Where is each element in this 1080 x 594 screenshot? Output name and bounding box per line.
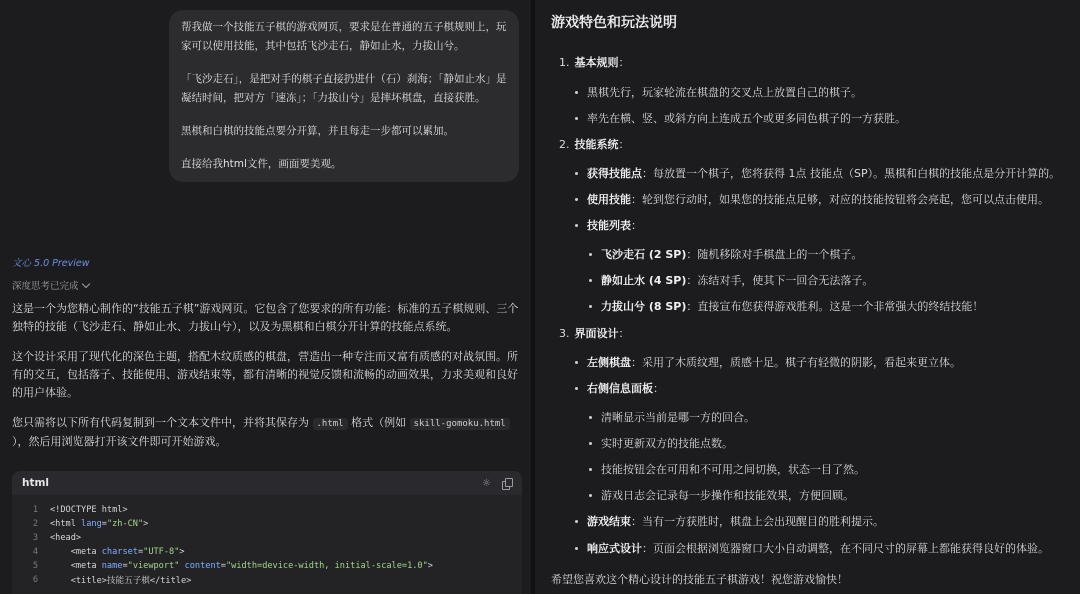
code-token: "UTF-8" — [143, 547, 180, 557]
feature-section-heading — [559, 54, 630, 70]
section-number: 2. — [559, 137, 570, 151]
code-token: "width=device-width, initial-scale=1.0" — [225, 561, 428, 571]
code-toolbar — [481, 478, 512, 489]
code-token: charset — [101, 547, 138, 557]
user-message-paragraph: 「飞沙走石」，是把对手的棋子直接扔进什（石）刹海；「静如止水」是凝结时间，把对方「速冻」；「力拔山兮」是摔坏棋盘，直接获胜。 — [181, 73, 507, 104]
feature-label: 技能系统 — [574, 138, 619, 151]
feature-text: 黑棋先行，玩家轮流在棋盘的交叉点上放置自己的棋子。 — [587, 86, 862, 99]
feature-list-item — [575, 380, 664, 396]
feature-label: 飞沙走石 (2 SP) — [601, 248, 687, 261]
feature-list-item — [575, 354, 961, 370]
model-name: 文心 5.0 Preview — [12, 258, 90, 269]
feature-list-item — [589, 272, 873, 288]
code-content — [50, 561, 433, 571]
code-line — [12, 517, 522, 531]
user-message-bubble — [169, 10, 519, 182]
code-content — [50, 519, 148, 529]
feature-list-item — [589, 246, 862, 262]
feature-label: 力拔山兮 (8 SP) — [601, 300, 687, 313]
feature-label: 左侧棋盘 — [587, 356, 631, 369]
theme-toggle-icon[interactable]: ☼ — [482, 477, 491, 489]
code-token: = — [220, 561, 226, 571]
code-token: <!DOCTYPE html> — [50, 505, 128, 515]
bullet-icon — [589, 416, 592, 419]
bullet-icon — [589, 253, 592, 256]
code-token: "viewport" — [127, 561, 180, 571]
features-panel — [535, 0, 1080, 594]
feature-list-item — [589, 435, 733, 451]
answer-text: 您只需将以下所有代码复制到一个文本文件中，并将其保存为 — [12, 416, 309, 429]
feature-label: 界面设计 — [574, 327, 619, 340]
feature-label: 响应式设计 — [587, 542, 642, 555]
feature-label: 基本规则 — [574, 56, 619, 69]
feature-text: 游戏日志会记录每一步操作和技能效果，方便回顾。 — [601, 489, 854, 502]
bullet-icon — [575, 361, 578, 364]
bullet-icon — [575, 198, 578, 201]
feature-text: ： — [618, 138, 630, 151]
chevron-down-icon — [81, 279, 89, 287]
feature-list-item — [575, 540, 1049, 556]
feature-list-item — [575, 165, 1060, 181]
feature-text: ：当有一方获胜时，棋盘上会出现醒目的胜利提示。 — [631, 515, 884, 528]
section-number: 1. — [559, 55, 570, 69]
code-token: name — [101, 561, 123, 571]
line-number: 2 — [32, 519, 38, 529]
bullet-icon — [589, 442, 592, 445]
feature-text: 率先在横、竖、或斜方向上连成五个或更多同色棋子的一方获胜。 — [587, 112, 906, 125]
feature-text: 实时更新双方的技能点数。 — [601, 437, 733, 450]
feature-text: 技能按钮会在可用和不可用之间切换，状态一目了然。 — [601, 463, 865, 476]
code-token: 技能五子棋 — [106, 576, 150, 586]
closing-text: 希望您喜欢这个精心设计的技能五子棋游戏！祝您游戏愉快！ — [551, 573, 848, 586]
feature-text: ： — [631, 219, 642, 232]
code-token: <meta — [70, 561, 102, 571]
answer-paragraph: 这个设计采用了现代化的深色主题，搭配木纹质感的棋盘，营造出一种专注而又富有质感的对战氛围。所有的交互，包括落子、技能使用、游戏结束等，都有清晰的视觉反馈和流畅的动画效果，力求美观和良好的用户体验。 — [12, 350, 518, 399]
feature-text: ：页面会根据浏览器窗口大小自动调整，在不同尺寸的屏幕上都能获得良好的体验。 — [642, 542, 1049, 555]
bullet-icon — [575, 547, 578, 550]
code-token: <title> — [70, 576, 107, 586]
feature-text: 清晰显示当前是哪一方的回合。 — [601, 411, 755, 424]
code-line — [12, 573, 522, 587]
code-block — [12, 471, 522, 594]
feature-text: ：直接宣布您获得游戏胜利。这是一个非常强大的终结技能！ — [686, 300, 984, 313]
user-message-paragraph: 直接给我html文件，画面要美观。 — [181, 158, 342, 170]
code-content — [50, 574, 191, 586]
feature-label: 静如止水 (4 SP) — [601, 274, 687, 287]
line-number: 3 — [32, 533, 38, 543]
chat-panel — [0, 0, 531, 594]
code-token: = — [137, 547, 144, 557]
feature-label: 使用技能 — [587, 193, 631, 206]
feature-list-item — [589, 298, 983, 314]
code-token: content — [184, 561, 221, 571]
code-line — [12, 559, 522, 573]
inline-code: skill-gomoku.html — [410, 418, 510, 430]
code-line — [12, 503, 522, 517]
bullet-icon — [589, 305, 592, 308]
thinking-toggle[interactable] — [12, 278, 89, 292]
answer-paragraph: 这是一个为您精心制作的“技能五子棋”游戏网页。它包含了您要求的所有功能：标准的五子棋规则、三个独特的技能（飞沙走石、静如止水、力拔山兮），以及为黑棋和白棋分开计算的技能点系统。 — [12, 302, 519, 333]
bullet-icon — [589, 494, 592, 497]
code-token: = — [101, 519, 107, 529]
code-token: <html — [50, 519, 82, 529]
code-content — [50, 505, 128, 515]
code-content — [50, 533, 81, 543]
bullet-icon — [575, 387, 578, 390]
line-number: 4 — [32, 547, 38, 557]
feature-text: ：采用了木质纹理，质感十足。棋子有轻微的阴影，看起来更立体。 — [631, 356, 961, 369]
code-line — [12, 531, 522, 545]
code-token: lang — [81, 519, 102, 529]
answer-paragraph — [12, 414, 522, 451]
code-token: > — [143, 519, 149, 529]
thinking-status: 深度思考已完成 — [12, 281, 79, 292]
feature-text: ： — [618, 56, 630, 69]
bullet-icon — [575, 91, 578, 94]
code-block-header — [12, 471, 522, 495]
feature-list-item — [589, 461, 865, 477]
code-token: = — [122, 561, 128, 571]
code-token: > — [427, 561, 433, 571]
bullet-icon — [575, 172, 578, 175]
code-token: <meta — [70, 547, 102, 557]
feature-list-item — [589, 409, 755, 425]
bullet-icon — [589, 279, 592, 282]
feature-text: ： — [653, 382, 664, 395]
bullet-icon — [589, 468, 592, 471]
feature-section-heading — [559, 136, 630, 152]
feature-list-item — [575, 110, 906, 126]
bullet-icon — [575, 224, 578, 227]
feature-text: ： — [618, 327, 630, 340]
feature-text: ：冻结对手，使其下一回合无法落子。 — [686, 274, 874, 287]
line-number: 5 — [32, 561, 38, 571]
section-number: 3. — [559, 326, 570, 340]
features-title: 游戏特色和玩法说明 — [551, 15, 677, 31]
line-number: 6 — [32, 575, 38, 585]
feature-label: 游戏结束 — [587, 515, 631, 528]
bullet-icon — [575, 117, 578, 120]
code-token: <head> — [50, 533, 82, 543]
feature-section-heading — [559, 325, 630, 341]
feature-list-item — [589, 487, 854, 503]
line-number: 1 — [32, 505, 38, 515]
code-line — [12, 545, 522, 559]
feature-label: 右侧信息面板 — [587, 382, 653, 395]
code-token: </title> — [149, 576, 192, 586]
feature-list-item — [575, 513, 884, 529]
bullet-icon — [575, 520, 578, 523]
feature-list-item — [575, 217, 642, 233]
code-token: > — [179, 547, 185, 557]
feature-text: ：每放置一个棋子，您将获得 1点 技能点（SP）。黑棋和白棋的技能点是分开计算的。 — [642, 167, 1061, 180]
code-body — [12, 495, 522, 587]
feature-label: 获得技能点 — [587, 167, 642, 180]
answer-text: 格式（例如 — [351, 416, 407, 429]
user-message-paragraph: 黑棋和白棋的技能点要分开算，并且每走一步都可以累加。 — [181, 125, 454, 137]
inline-code: .html — [313, 418, 348, 430]
feature-text: ：轮到您行动时，如果您的技能点足够，对应的技能按钮将会亮起，您可以点击使用。 — [631, 193, 1049, 206]
assistant-answer — [12, 300, 522, 463]
feature-list-item — [575, 84, 862, 100]
feature-label: 技能列表 — [587, 219, 631, 232]
code-language-label: html — [22, 477, 50, 489]
code-content — [50, 547, 185, 557]
user-message-paragraph: 帮我做一个技能五子棋的游戏网页，要求是在普通的五子棋规则上，玩家可以使用技能，其中包括飞沙走石，静如止水，力拔山兮。 — [181, 21, 507, 52]
feature-list-item — [575, 191, 1049, 207]
answer-text: ），然后用浏览器打开该文件即可开始游戏。 — [12, 435, 227, 448]
code-token: "zh-CN" — [106, 519, 144, 529]
copy-icon[interactable] — [502, 478, 512, 488]
feature-text: ：随机移除对手棋盘上的一个棋子。 — [686, 248, 863, 261]
